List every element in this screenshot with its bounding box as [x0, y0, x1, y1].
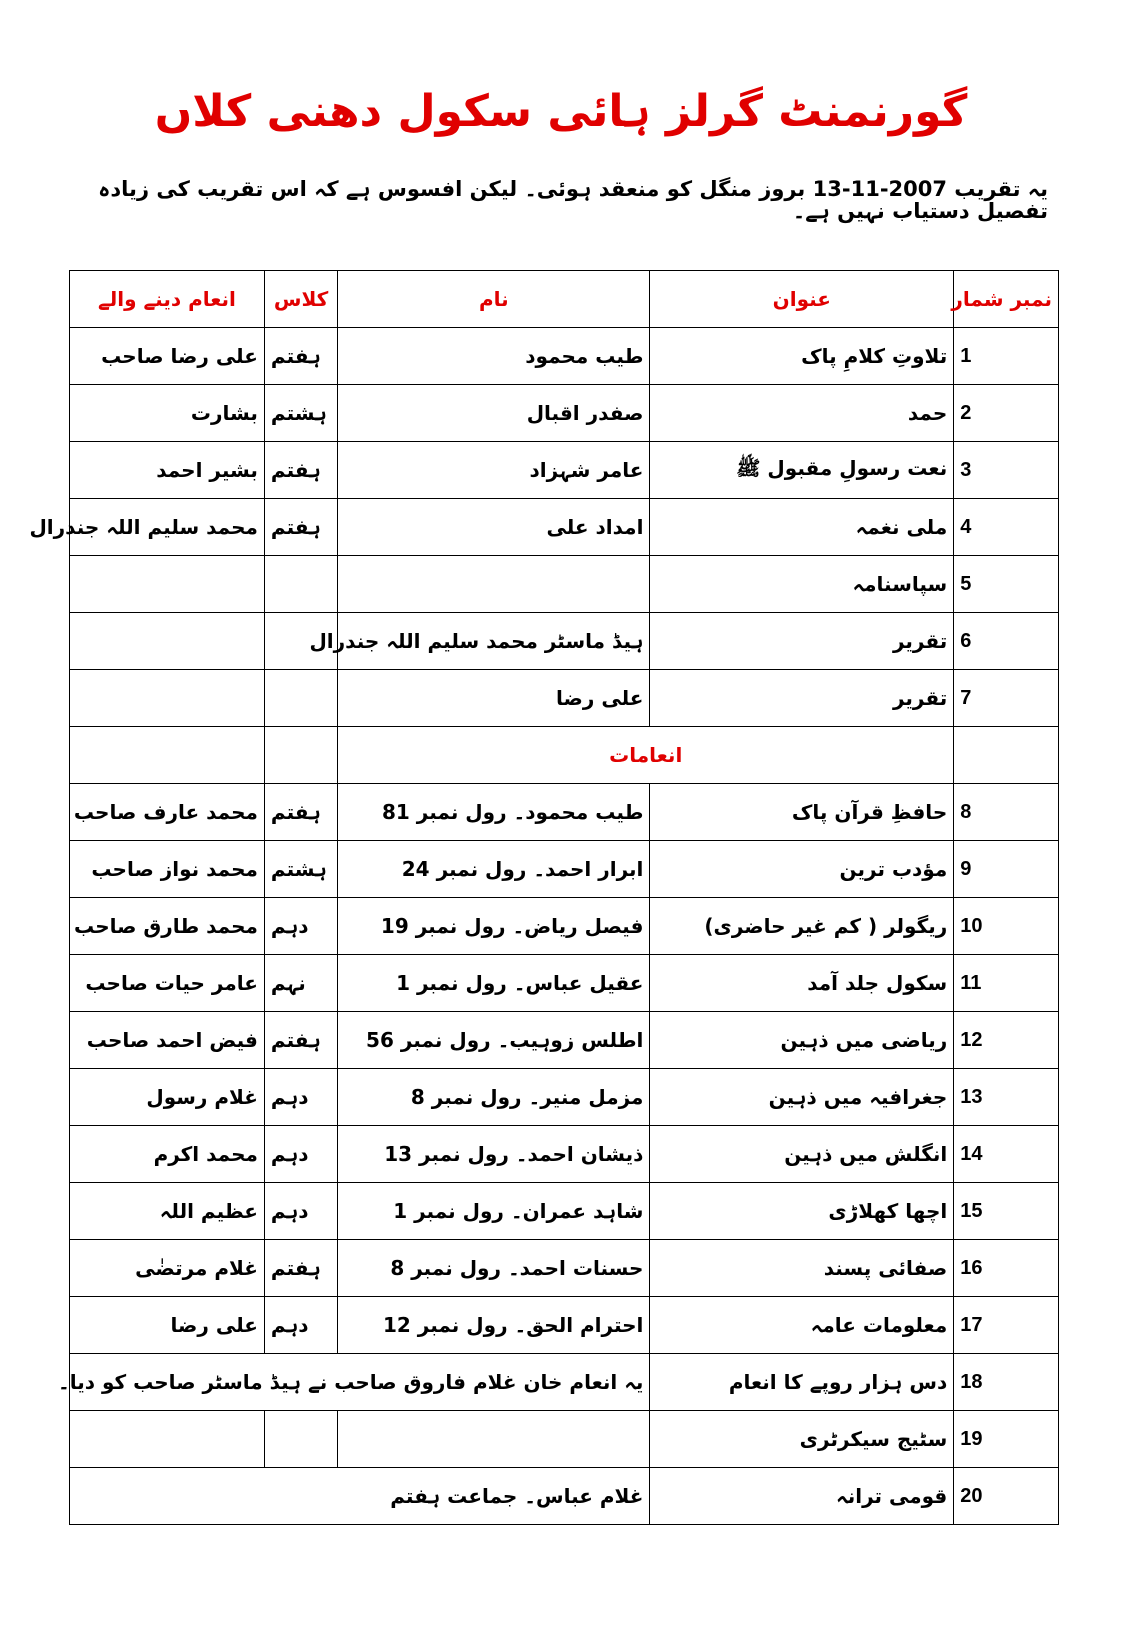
row-topic: انگلش میں ذہین: [650, 1126, 954, 1183]
row-number: 9: [954, 841, 1059, 898]
row-topic: ملی نغمہ: [650, 499, 954, 556]
row-name: [338, 556, 650, 613]
table-row: [70, 1069, 1059, 1126]
section-row: [70, 727, 1059, 784]
row-number: 17: [954, 1297, 1059, 1354]
row-topic: تلاوتِ کلامِ پاک: [650, 328, 954, 385]
row-number: 10: [954, 898, 1059, 955]
row-number: 12: [954, 1012, 1059, 1069]
row-giver: [70, 556, 265, 613]
row-name: شاہد عمران۔ رول نمبر 1: [338, 1183, 650, 1240]
row-giver: غلام مرتضٰی: [70, 1240, 265, 1297]
row-giver: بشیر احمد: [70, 442, 265, 499]
row-class: ہفتم: [264, 784, 337, 841]
table-row-18: [70, 1354, 1059, 1411]
row-topic: تقریر: [650, 613, 954, 670]
row-number: 20: [954, 1468, 1059, 1525]
row-class: ہشتم: [264, 385, 337, 442]
header-name: نام: [338, 271, 650, 328]
row-topic: مؤدب ترین: [650, 841, 954, 898]
row-class: دہم: [264, 898, 337, 955]
row-number: 18: [954, 1354, 1059, 1411]
row-number: 1: [954, 328, 1059, 385]
row-giver: [70, 670, 265, 727]
row-number: 11: [954, 955, 1059, 1012]
row-class: دہم: [264, 1069, 337, 1126]
row-topic: جغرافیہ میں ذہین: [650, 1069, 954, 1126]
header-class: کلاس: [264, 271, 337, 328]
table-row: [70, 955, 1059, 1012]
table-row: [70, 670, 1059, 727]
row-topic: تقریر: [650, 670, 954, 727]
row-class: ہفتم: [264, 499, 337, 556]
row-note: یہ انعام خان غلام فاروق صاحب نے ہیڈ ماسٹر صاحب کو دیا۔: [70, 1354, 650, 1411]
table-row: [70, 499, 1059, 556]
row-name: ابرار احمد۔ رول نمبر 24: [338, 841, 650, 898]
intro-text: یہ تقریب 2007-11-13 بروز منگل کو منعقد ہوئی۔ لیکن افسوس ہے کہ اس تقریب کی زیادہ تفصیل دستیاب نہیں ہے۔: [98, 177, 1048, 223]
row-name: ہیڈ ماسٹر محمد سلیم اللہ جندرال: [338, 613, 650, 670]
table-row-20: [70, 1468, 1059, 1525]
row-number: 14: [954, 1126, 1059, 1183]
row-number: 16: [954, 1240, 1059, 1297]
table-row: [70, 613, 1059, 670]
row-number: 4: [954, 499, 1059, 556]
row-giver: محمد طارق صاحب: [70, 898, 265, 955]
row-giver: بشارت: [70, 385, 265, 442]
row-giver: فیض احمد صاحب: [70, 1012, 265, 1069]
table-row: [70, 898, 1059, 955]
row-name: مزمل منیر۔ رول نمبر 8: [338, 1069, 650, 1126]
row-giver: علی رضا: [70, 1297, 265, 1354]
table-row-19: [70, 1411, 1059, 1468]
row-number: 8: [954, 784, 1059, 841]
section-awards-label: انعامات: [338, 727, 954, 784]
row-class: ہفتم: [264, 442, 337, 499]
table-row: [70, 1297, 1059, 1354]
row-topic: ریگولر ( کم غیر حاضری): [650, 898, 954, 955]
row-number: 19: [954, 1411, 1059, 1468]
table-row: [70, 1012, 1059, 1069]
table-row: [70, 784, 1059, 841]
table-row: [70, 556, 1059, 613]
row-name: ذیشان احمد۔ رول نمبر 13: [338, 1126, 650, 1183]
row-name: عامر شہزاد: [338, 442, 650, 499]
page-title: گورنمنٹ گرلز ہائی سکول دھنی کلاں: [154, 86, 968, 137]
row-topic: حافظِ قرآن پاک: [650, 784, 954, 841]
row-name: عقیل عباس۔ رول نمبر 1: [338, 955, 650, 1012]
row-class: نہم: [264, 955, 337, 1012]
row-topic: سٹیج سیکرٹری: [650, 1411, 954, 1468]
header-topic: عنوان: [650, 271, 954, 328]
table-row: [70, 442, 1059, 499]
row-number: 3: [954, 442, 1059, 499]
row-class: دہم: [264, 1297, 337, 1354]
row-class: ہشتم: [264, 841, 337, 898]
row-name: اطلس زوہیب۔ رول نمبر 56: [338, 1012, 650, 1069]
row-giver: عظیم اللہ: [70, 1183, 265, 1240]
row-topic: سپاسنامہ: [650, 556, 954, 613]
row-topic: نعت رسولِ مقبول ﷺ: [650, 442, 954, 499]
row-name: حسنات احمد۔ رول نمبر 8: [338, 1240, 650, 1297]
row-topic: قومی ترانہ: [650, 1468, 954, 1525]
row-name: طیب محمود۔ رول نمبر 81: [338, 784, 650, 841]
row-topic: صفائی پسند: [650, 1240, 954, 1297]
row-topic: حمد: [650, 385, 954, 442]
row-topic: سکول جلد آمد: [650, 955, 954, 1012]
row-number: 2: [954, 385, 1059, 442]
row-number: 7: [954, 670, 1059, 727]
row-giver: محمد سلیم اللہ جندرال: [70, 499, 265, 556]
row-class: دہم: [264, 1183, 337, 1240]
row-name: فیصل ریاض۔ رول نمبر 19: [338, 898, 650, 955]
row-number: 13: [954, 1069, 1059, 1126]
table-row: [70, 385, 1059, 442]
row-class: ہفتم: [264, 328, 337, 385]
row-giver: [70, 613, 265, 670]
row-topic: معلومات عامہ: [650, 1297, 954, 1354]
row-topic: دس ہزار روپے کا انعام: [650, 1354, 954, 1411]
row-class: ہفتم: [264, 1240, 337, 1297]
row-class: دہم: [264, 1126, 337, 1183]
row-giver: غلام رسول: [70, 1069, 265, 1126]
table-row: [70, 1126, 1059, 1183]
row-name: طیب محمود: [338, 328, 650, 385]
table-header-row: [70, 271, 1059, 328]
table-row: [70, 841, 1059, 898]
table-row: [70, 1240, 1059, 1297]
row-class: [264, 670, 337, 727]
row-number: 6: [954, 613, 1059, 670]
program-table: [29, 270, 1059, 1525]
table-row: [70, 1183, 1059, 1240]
table-row: [70, 328, 1059, 385]
header-serial: نمبر شمار: [954, 271, 1059, 328]
row-number: 15: [954, 1183, 1059, 1240]
row-name: احترام الحق۔ رول نمبر 12: [338, 1297, 650, 1354]
row-giver: محمد عارف صاحب: [70, 784, 265, 841]
row-name: امداد علی: [338, 499, 650, 556]
row-giver: عامر حیات صاحب: [70, 955, 265, 1012]
row-name: صفدر اقبال: [338, 385, 650, 442]
row-note: غلام عباس۔ جماعت ہفتم: [70, 1468, 650, 1525]
row-topic: اچھا کھلاڑی: [650, 1183, 954, 1240]
row-giver: محمد نواز صاحب: [70, 841, 265, 898]
row-giver: علی رضا صاحب: [70, 328, 265, 385]
row-name: علی رضا: [338, 670, 650, 727]
row-number: 5: [954, 556, 1059, 613]
row-class: ہفتم: [264, 1012, 337, 1069]
row-class: [264, 556, 337, 613]
row-giver: محمد اکرم: [70, 1126, 265, 1183]
row-topic: ریاضی میں ذہین: [650, 1012, 954, 1069]
header-giver: انعام دینے والے: [70, 271, 265, 328]
